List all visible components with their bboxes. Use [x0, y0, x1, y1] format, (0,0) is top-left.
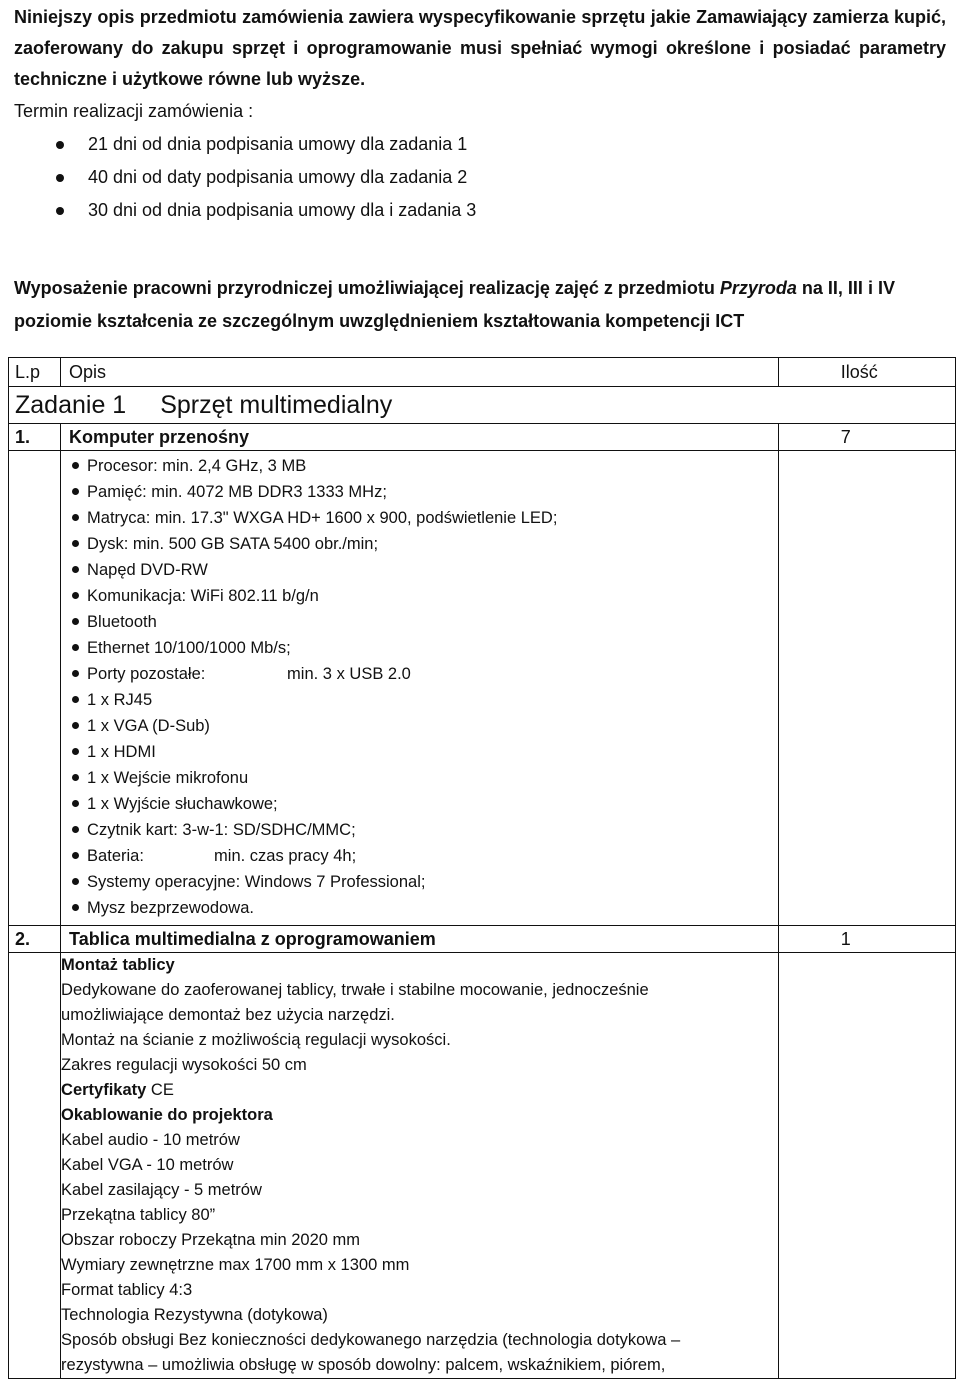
heading-text-after: na II, III i IV poziomie kształcenia ze szczególnym uwzględnieniem kształtowania kompetencji ICT [14, 278, 895, 331]
list-item: 1 x VGA (D-Sub) [61, 713, 778, 739]
zadanie-heading [9, 387, 956, 424]
section-heading [14, 272, 946, 338]
feature-list [61, 453, 778, 925]
list-item: Bluetooth [61, 609, 778, 635]
desc-line: Kabel VGA - 10 metrów [61, 1156, 234, 1174]
list-item: Napęd DVD-RW [61, 557, 778, 583]
list-item: Matryca: min. 17.3" WXGA HD+ 1600 x 900, podświetlenie LED; [61, 505, 778, 531]
list-item [61, 843, 778, 869]
desc-line: umożliwiające demontaż bez użycia narzędzi. [61, 1006, 395, 1024]
table-header-row [9, 358, 956, 387]
list-item: Ethernet 10/100/1000 Mb/s; [61, 635, 778, 661]
zadanie-title: Sprzęt multimedialny [160, 391, 393, 419]
item-quantity: 1 [778, 926, 955, 953]
table-row-details [9, 953, 956, 1379]
desc-line: Kabel audio - 10 metrów [61, 1131, 240, 1149]
specification-table [8, 357, 956, 1379]
desc-line: Obszar roboczy Przekątna min 2020 mm [61, 1231, 360, 1249]
desc-line: Dedykowane do zaoferowanej tablicy, trwałe i stabilne mocowanie, jednocześnie [61, 981, 649, 999]
list-item: Procesor: min. 2,4 GHz, 3 MB [61, 453, 778, 479]
desc-line: Zakres regulacji wysokości 50 cm [61, 1056, 307, 1074]
table-row [9, 424, 956, 451]
cert-line [61, 1078, 778, 1103]
intro-section [14, 2, 946, 227]
item-quantity: 7 [778, 424, 955, 451]
term-item: 40 dni od daty podpisania umowy dla zadania 2 [14, 161, 946, 194]
list-item: 1 x Wyjście słuchawkowe; [61, 791, 778, 817]
heading-text-before: Wyposażenie pracowni przyrodniczej umożliwiającej realizację zajęć z przedmiotu [14, 278, 720, 298]
terms-list [14, 128, 946, 227]
list-item [61, 661, 778, 687]
term-item: 21 dni od dnia podpisania umowy dla zadania 1 [14, 128, 946, 161]
desc-line: Montaż na ścianie z możliwością regulacji wysokości. [61, 1031, 451, 1049]
empty-cell [9, 451, 61, 926]
desc-line: rezystywna – umożliwia obsługę w sposób dowolny: palcem, wskaźnikiem, piórem, [61, 1356, 666, 1374]
bateria-value: min. czas pracy 4h; [214, 847, 357, 865]
desc-line: Format tablicy 4:3 [61, 1281, 193, 1299]
list-item: Komunikacja: WiFi 802.11 b/g/n [61, 583, 778, 609]
list-item: Mysz bezprzewodowa. [61, 895, 778, 921]
cert-value: CE [146, 1081, 174, 1099]
list-item: 1 x RJ45 [61, 687, 778, 713]
header-lp: L.p [9, 358, 61, 387]
item-name: Komputer przenośny [61, 424, 779, 451]
zadanie-row [9, 387, 956, 424]
term-item: 30 dni od dnia podpisania umowy dla i zadania 3 [14, 194, 946, 227]
desc-line: Sposób obsługi Bez konieczności dedykowanego narzędzia (technologia dotykowa – [61, 1331, 681, 1349]
list-item: 1 x HDMI [61, 739, 778, 765]
empty-cell [778, 953, 955, 1379]
bateria-label: Bateria: [87, 847, 144, 865]
table-row [9, 926, 956, 953]
desc-line: Kabel zasilający - 5 metrów [61, 1181, 262, 1199]
desc-line: Technologia Rezystywna (dotykowa) [61, 1306, 328, 1324]
item-name: Tablica multimedialna z oprogramowaniem [61, 926, 779, 953]
list-item: Czytnik kart: 3-w-1: SD/SDHC/MMC; [61, 817, 778, 843]
list-item: Systemy operacyjne: Windows 7 Professional; [61, 869, 778, 895]
porty-label: Porty pozostałe: [87, 665, 206, 683]
desc-line: Wymiary zewnętrzne max 1700 mm x 1300 mm [61, 1256, 410, 1274]
table-row-details [9, 451, 956, 926]
item-number: 1. [9, 424, 61, 451]
desc-line: Przekątna tablicy 80” [61, 1206, 216, 1224]
list-item: Dysk: min. 500 GB SATA 5400 obr./min; [61, 531, 778, 557]
list-item: Pamięć: min. 4072 MB DDR3 1333 MHz; [61, 479, 778, 505]
okablowanie-heading: Okablowanie do projektora [61, 1106, 273, 1124]
header-ilosc: Ilość [778, 358, 955, 387]
feature-cell [61, 451, 779, 926]
montaz-heading: Montaż tablicy [61, 956, 175, 974]
description-cell [61, 953, 779, 1379]
empty-cell [778, 451, 955, 926]
cert-label: Certyfikaty [61, 1081, 147, 1099]
list-item: 1 x Wejście mikrofonu [61, 765, 778, 791]
heading-subject: Przyroda [719, 278, 797, 298]
item-number: 2. [9, 926, 61, 953]
empty-cell [9, 953, 61, 1379]
intro-paragraph: Niniejszy opis przedmiotu zamówienia zawiera wyspecyfikowanie sprzętu jakie Zamawiający zamierza kupić, zaoferowany do zakupu sprzęt i oprogramowanie musi spełniać wymogi określone i posiadać parametry techniczne i użytkowe równe lub wyższe. [14, 7, 946, 89]
header-opis: Opis [61, 358, 779, 387]
termin-label: Termin realizacji zamówienia : [14, 101, 254, 121]
porty-value: min. 3 x USB 2.0 [287, 665, 411, 683]
zadanie-label: Zadanie 1 [15, 391, 127, 419]
